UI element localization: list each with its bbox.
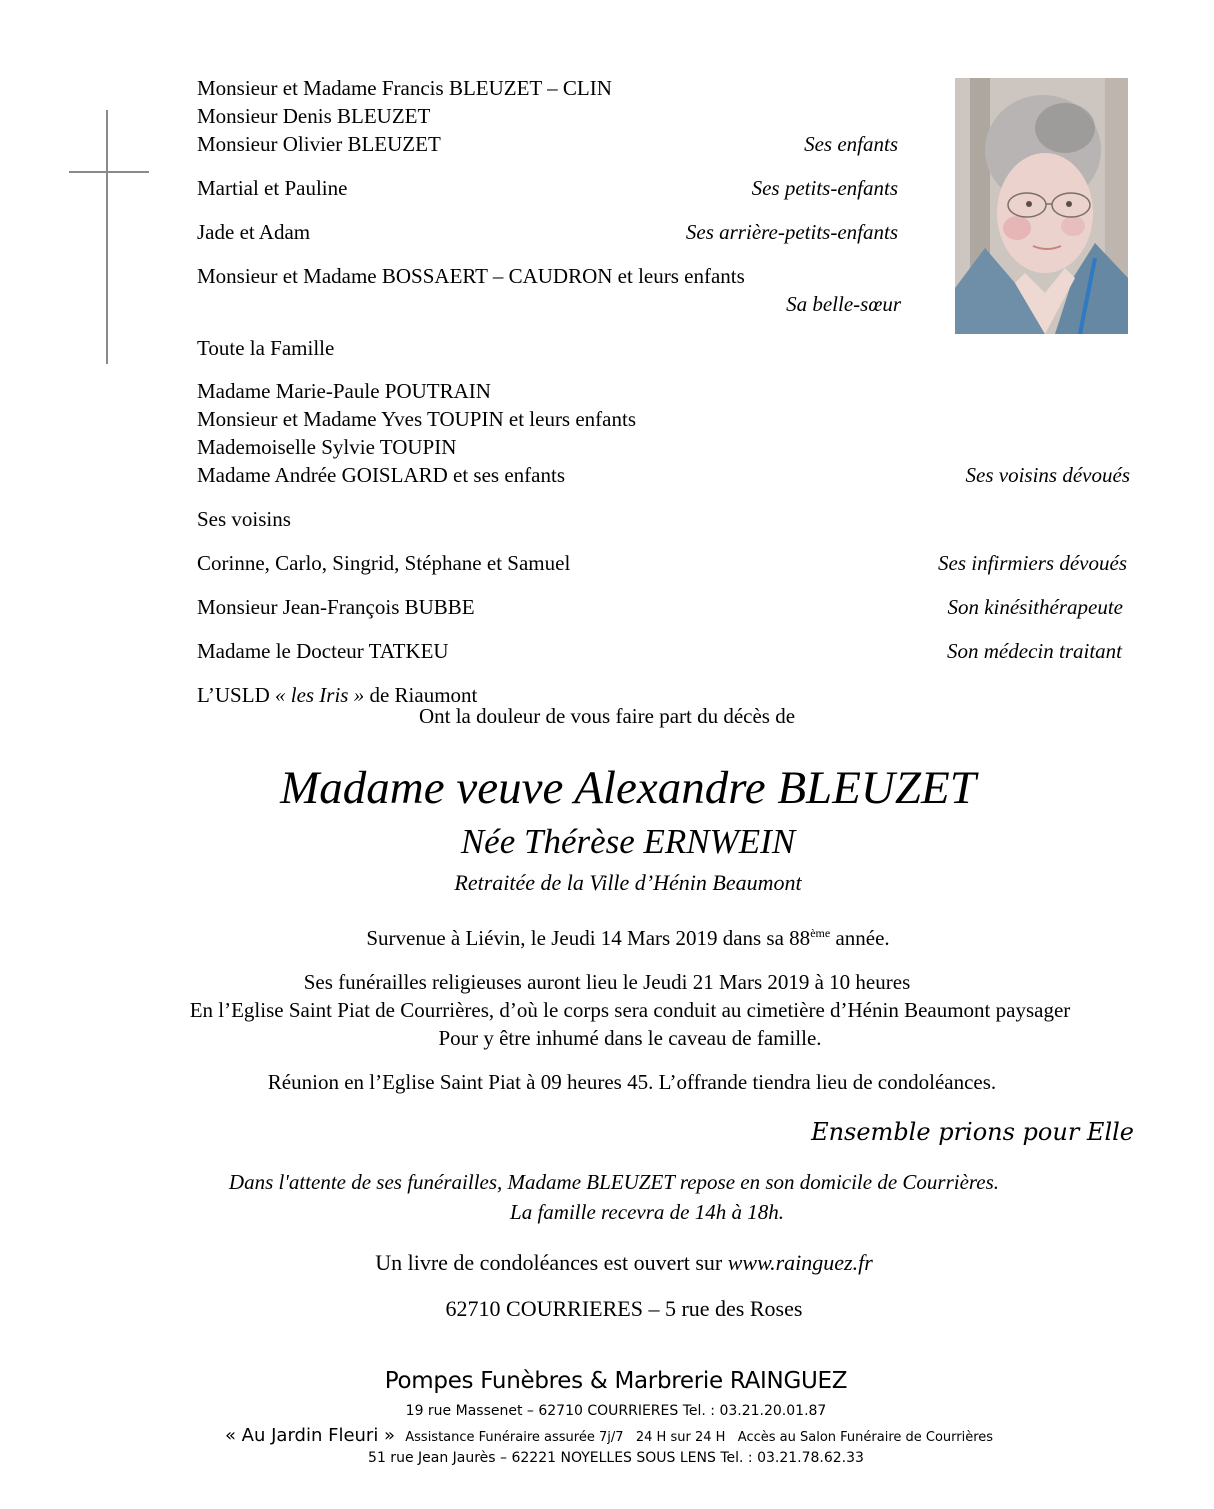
usld-suffix: de Riaumont	[364, 683, 478, 707]
neighbour-name-1: Madame Marie-Paule POUTRAIN	[197, 379, 491, 403]
neighbour-name-2: Monsieur et Madame Yves TOUPIN et leurs enfants	[197, 407, 637, 431]
whole-family: Toute la Famille	[197, 336, 335, 360]
cross-horizontal-bar	[69, 171, 149, 173]
relation-great-grandchildren: Ses arrière-petits-enfants	[685, 220, 898, 244]
salon-name: « Au Jardin Fleuri »	[224, 1425, 396, 1446]
relation-children: Ses enfants	[804, 132, 898, 156]
home-address: 62710 COURRIERES – 5 rue des Roses	[445, 1296, 803, 1321]
neighbours: Ses voisins	[197, 507, 291, 531]
family-sister-in-law-names: Monsieur et Madame BOSSAERT – CAUDRON et leurs enfants	[197, 264, 745, 288]
relation-devoted-neighbours: Ses voisins dévoués	[965, 463, 1130, 487]
portrait-illustration	[955, 78, 1128, 334]
death-text-end: année.	[830, 926, 890, 950]
cross-vertical-bar	[106, 110, 108, 364]
nurses-names: Corinne, Carlo, Singrid, Stéphane et Samuel	[197, 551, 571, 575]
physio-name: Monsieur Jean-François BUBBE	[197, 595, 475, 619]
death-superscript: ème	[810, 926, 831, 940]
meeting: Réunion en l’Eglise Saint Piat à 09 heures 45. L’offrande tiendra lieu de condoléances.	[267, 1070, 997, 1094]
condolences-text: Un livre de condoléances est ouvert sur	[375, 1250, 728, 1275]
usld-prefix: L’USLD	[197, 683, 275, 707]
family-children-name-3: Monsieur Olivier BLEUZET	[197, 132, 441, 156]
condolences-link[interactable]: www.rainguez.fr	[727, 1250, 873, 1275]
company-address-1: 19 rue Massenet – 62710 COURRIERES Tel. : 03.21.20.01.87	[405, 1403, 827, 1419]
portrait-photo	[955, 78, 1128, 334]
neighbour-name-3: Mademoiselle Sylvie TOUPIN	[197, 435, 457, 459]
death-text: Survenue à Liévin, le Jeudi 14 Mars 2019 dans sa 88	[366, 926, 811, 950]
relation-grandchildren: Ses petits-enfants	[751, 176, 898, 200]
rest-line-1: Dans l'attente de ses funérailles, Madame BLEUZET repose en son domicile de Courrières.	[228, 1170, 1000, 1194]
funeral-line-2: En l’Eglise Saint Piat de Courrières, d’où le corps sera conduit au cimetière d’Hénin Beaumont paysager	[189, 998, 1071, 1022]
condolences-line	[17, 1250, 1214, 1276]
death-notice	[21, 926, 1214, 950]
company-address-2: 51 rue Jean Jaurès – 62221 NOYELLES SOUS LENS Tel. : 03.21.78.62.33	[368, 1450, 864, 1466]
doctor-name: Madame le Docteur TATKEU	[197, 639, 449, 663]
rest-line-2: La famille recevra de 14h à 18h.	[510, 1200, 784, 1224]
occupation: Retraitée de la Ville d’Hénin Beaumont	[454, 870, 802, 895]
family-grandchildren-names: Martial et Pauline	[197, 176, 348, 200]
usld-name: « les Iris »	[274, 683, 365, 707]
relation-sister-in-law: Sa belle-sœur	[786, 292, 901, 316]
maiden-name: Née Thérèse ERNWEIN	[460, 822, 796, 861]
prayer: Ensemble prions pour Elle	[811, 1118, 1134, 1146]
relation-nurses: Ses infirmiers dévoués	[938, 551, 1127, 575]
funeral-line-1: Ses funérailles religieuses auront lieu le Jeudi 21 Mars 2019 à 10 heures	[303, 970, 911, 994]
family-children-name-2: Monsieur Denis BLEUZET	[197, 104, 431, 128]
deceased-name: Madame veuve Alexandre BLEUZET	[280, 762, 976, 814]
salon-line	[2, 1423, 1214, 1451]
family-great-grandchildren-names: Jade et Adam	[197, 220, 311, 244]
announcement-intro: Ont la douleur de vous faire part du décès de	[418, 704, 796, 728]
relation-physio: Son kinésithérapeute	[947, 595, 1123, 619]
neighbour-name-4: Madame Andrée GOISLARD et ses enfants	[197, 463, 565, 487]
funeral-line-3: Pour y être inhumé dans le caveau de famille.	[438, 1026, 822, 1050]
family-children-name-1: Monsieur et Madame Francis BLEUZET – CLIN	[197, 76, 612, 100]
company-name: Pompes Funèbres & Marbrerie RAINGUEZ	[384, 1368, 848, 1394]
services: Assistance Funéraire assurée 7j/7 24 H sur 24 H Accès au Salon Funéraire de Courrières	[405, 1430, 994, 1445]
relation-doctor: Son médecin traitant	[947, 639, 1122, 663]
